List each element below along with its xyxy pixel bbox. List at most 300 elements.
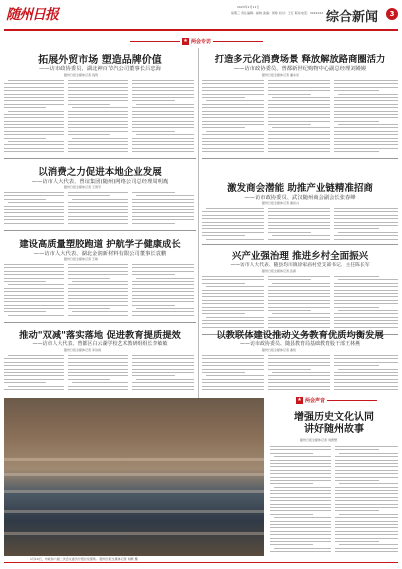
meeting-photo (4, 398, 264, 556)
text-line (8, 284, 64, 285)
text-line (272, 313, 330, 314)
text-line (334, 372, 398, 373)
text-line (202, 117, 264, 118)
text-line (4, 117, 64, 118)
article-3-byline: 随州日报全媒体记者 王建芳 (64, 185, 101, 189)
article-7-byline: 随州日报全媒体记者 李诗雨 (64, 348, 101, 352)
text-line (202, 283, 245, 284)
text-line (4, 90, 64, 91)
text-line (334, 358, 398, 359)
text-line (4, 379, 64, 380)
text-line (335, 510, 379, 511)
text-line (132, 271, 194, 272)
text-line (4, 127, 64, 128)
text-line (334, 90, 379, 91)
text-line (132, 199, 194, 200)
text-line (272, 127, 330, 128)
text-line (4, 311, 46, 312)
text-line (202, 225, 264, 226)
text-line (4, 83, 64, 84)
text-line (334, 365, 379, 366)
text-line (334, 375, 398, 376)
text-line (334, 127, 398, 128)
text-line (335, 477, 398, 478)
text-line (202, 290, 264, 291)
text-line (335, 463, 398, 464)
text-line (132, 219, 194, 220)
text-line (68, 315, 128, 316)
text-line (202, 300, 264, 301)
text-line (270, 473, 331, 474)
text-line (202, 144, 264, 145)
text-line (270, 453, 313, 454)
text-line (202, 386, 264, 387)
text-line (68, 389, 128, 390)
text-line (202, 379, 264, 380)
text-line (202, 293, 264, 294)
text-line (334, 386, 398, 387)
text-line (334, 131, 398, 132)
text-line (335, 487, 398, 488)
text-line (132, 281, 194, 282)
divider (4, 158, 196, 159)
text-line (335, 541, 379, 542)
text-line (68, 375, 128, 376)
text-line (4, 216, 64, 217)
text-line (4, 358, 64, 359)
text-line (4, 305, 64, 306)
text-line (268, 232, 311, 233)
text-line (202, 127, 245, 128)
text-line (202, 372, 245, 373)
text-line (202, 215, 264, 216)
text-line (268, 144, 330, 145)
text-line (206, 375, 264, 376)
text-line (268, 317, 330, 318)
text-line (132, 216, 194, 217)
text-line (334, 100, 398, 101)
text-line (206, 208, 264, 209)
text-line (4, 295, 64, 296)
text-line (270, 551, 331, 552)
text-line (202, 107, 264, 108)
text-line (335, 497, 398, 498)
text-line (270, 500, 331, 501)
text-line (68, 134, 110, 135)
text-line (4, 291, 64, 292)
voice-banner-label: 两会声音 (305, 398, 326, 404)
issue-date: 2023年1月11日 (237, 5, 260, 9)
text-line (132, 355, 194, 356)
text-line (268, 107, 330, 108)
text-line (334, 218, 398, 219)
text-line (4, 138, 46, 139)
article-2-col-1 (202, 80, 264, 156)
text-line (4, 94, 64, 95)
text-line (136, 195, 194, 196)
text-line (72, 199, 128, 200)
text-line (68, 131, 128, 132)
text-line (132, 375, 175, 376)
text-line (334, 362, 398, 363)
article-2-subtitle: ——访市政协委员、曾都新世纪购物中心副总经理刘嫚嫚 (233, 66, 367, 72)
text-line (268, 124, 311, 125)
text-line (206, 317, 264, 318)
article-4-col-1 (202, 208, 264, 242)
footer-rule (4, 562, 398, 563)
text-line (68, 83, 128, 84)
text-line (4, 281, 46, 282)
text-line (132, 298, 194, 299)
article-1-subtitle: ——访市政协委员、湖北神百节汽公司董事长吕忠海 (39, 66, 161, 72)
article-6-byline: 随州日报全媒体记者 张颖 (262, 269, 296, 273)
text-line (268, 208, 330, 209)
text-line (8, 315, 64, 316)
text-line (202, 80, 264, 81)
article-3-col-3 (132, 192, 194, 228)
text-line (68, 271, 128, 272)
text-line (8, 111, 64, 112)
text-line (132, 386, 194, 387)
text-line (268, 148, 330, 149)
text-line (334, 222, 398, 223)
text-line (268, 111, 330, 112)
text-line (4, 362, 64, 363)
text-line (334, 313, 398, 314)
text-line (206, 100, 264, 101)
text-line (334, 134, 398, 135)
text-line (334, 97, 398, 98)
text-line (270, 527, 331, 528)
text-line (68, 121, 128, 122)
text-line (206, 131, 264, 132)
text-line (68, 94, 128, 95)
text-line (268, 279, 311, 280)
text-line (335, 470, 398, 471)
article-5-col-2 (68, 264, 128, 320)
text-line (339, 514, 398, 515)
text-line (268, 369, 311, 370)
text-line (268, 100, 330, 101)
text-line (334, 320, 398, 321)
text-line (270, 538, 331, 539)
text-line (202, 232, 264, 233)
text-line (338, 369, 398, 370)
text-line (268, 358, 330, 359)
text-line (270, 470, 331, 471)
text-line (68, 216, 128, 217)
text-line (4, 301, 64, 302)
text-line (202, 134, 264, 135)
article-2-col-3 (334, 80, 398, 156)
text-line (334, 355, 398, 356)
text-line (202, 97, 245, 98)
text-line (335, 500, 398, 501)
text-line (268, 375, 330, 376)
text-line (4, 151, 64, 152)
article-4-col-2 (268, 208, 330, 242)
text-line (268, 286, 330, 287)
text-line (335, 446, 398, 447)
text-line (334, 323, 398, 324)
text-line (202, 323, 264, 324)
text-line (272, 283, 330, 284)
text-line (8, 202, 64, 203)
text-line (68, 114, 128, 115)
feature-banner-label: 两会专访 (191, 39, 212, 45)
divider (4, 230, 196, 231)
text-line (270, 490, 331, 491)
text-line (268, 80, 330, 81)
text-line (202, 235, 245, 236)
text-line (270, 510, 331, 511)
star-icon: ★ (183, 38, 188, 44)
text-line (68, 223, 128, 224)
text-line (334, 239, 398, 240)
text-line (132, 80, 194, 81)
text-line (338, 94, 398, 95)
text-line (339, 544, 398, 545)
text-line (335, 551, 398, 552)
text-line (4, 365, 64, 366)
text-line (202, 151, 264, 152)
text-line (202, 365, 264, 366)
text-line (68, 358, 128, 359)
text-line (4, 288, 64, 289)
article-6-col-2 (268, 276, 330, 332)
text-line (68, 87, 128, 88)
text-line (334, 138, 398, 139)
text-line (335, 456, 398, 457)
text-line (334, 215, 398, 216)
text-line (68, 151, 128, 152)
text-line (68, 100, 128, 101)
text-line (72, 382, 128, 383)
article-8-title: 以教联体建设推动义务教育优质均衡发展 (216, 330, 384, 341)
text-line (68, 274, 128, 275)
text-line (4, 271, 64, 272)
text-line (202, 218, 264, 219)
text-line (68, 284, 128, 285)
text-line (132, 107, 194, 108)
text-line (202, 83, 264, 84)
text-line (132, 206, 194, 207)
text-line (335, 449, 379, 450)
issue-editor-line: 星期三 责任编辑：崔晓 美编：周艳 校对：王红 联系电话：3222222 (231, 11, 324, 15)
article-1-byline: 随州日报全媒体记者 钱利 (64, 73, 98, 77)
banner-line-right (213, 41, 263, 42)
article-6-col-1 (202, 276, 264, 332)
text-line (132, 223, 175, 224)
masthead-rule (4, 29, 398, 31)
article-8-col-1 (202, 355, 264, 395)
text-line (4, 298, 64, 299)
text-line (334, 117, 398, 118)
text-line (4, 206, 64, 207)
divider (202, 158, 398, 159)
text-line (334, 235, 398, 236)
article-8-byline: 随州日报全媒体记者 谢恒 (262, 348, 296, 352)
text-line (68, 295, 128, 296)
text-line (4, 199, 46, 200)
text-line (335, 548, 398, 549)
text-line (334, 276, 379, 277)
text-line (68, 148, 128, 149)
star-icon: ★ (297, 397, 302, 403)
text-line (202, 320, 264, 321)
text-line (4, 87, 64, 88)
text-line (132, 382, 194, 383)
article-5-subtitle: ——访市人大代表、湖北金润新材料有限公司董事长袁鹏 (33, 251, 167, 257)
text-line (268, 382, 330, 383)
text-line (334, 80, 398, 81)
article-5-col-1 (4, 264, 64, 320)
text-line (268, 307, 330, 308)
text-line (202, 121, 264, 122)
text-line (270, 466, 331, 467)
article-1-title: 拓展外贸市场 塑造品牌价值 (38, 55, 162, 66)
article-8-col-3 (334, 355, 398, 395)
masthead-logo: 随州日报 (6, 7, 58, 23)
text-line (68, 369, 128, 370)
text-line (72, 138, 128, 139)
text-line (132, 121, 194, 122)
text-line (334, 286, 398, 287)
text-line (334, 317, 398, 318)
text-line (274, 548, 331, 549)
text-line (4, 389, 64, 390)
text-line (4, 107, 46, 108)
text-line (132, 87, 194, 88)
text-line (68, 206, 128, 207)
article-2-byline: 随州日报全媒体记者 潘永亮 (262, 73, 299, 77)
text-line (335, 480, 379, 481)
article-9-col-1 (270, 446, 331, 558)
text-line (68, 212, 128, 213)
text-line (132, 274, 175, 275)
article-5-title: 建设高质量塑胶跑道 护航学子健康成长 (19, 239, 181, 250)
text-line (335, 517, 398, 518)
text-line (4, 100, 64, 101)
text-line (4, 131, 64, 132)
text-line (268, 379, 330, 380)
text-line (68, 379, 110, 380)
text-line (68, 192, 128, 193)
text-line (274, 487, 331, 488)
text-line (339, 483, 398, 484)
article-1-col-1 (4, 80, 64, 156)
text-line (68, 97, 128, 98)
text-line (132, 148, 194, 149)
text-line (335, 504, 398, 505)
article-4-title: 激发商会潜能 助推产业链精准招商 (227, 183, 373, 194)
text-line (132, 192, 175, 193)
text-line (68, 209, 128, 210)
text-line (270, 449, 331, 450)
text-line (68, 362, 128, 363)
text-line (270, 493, 331, 494)
text-line (202, 276, 264, 277)
text-line (268, 121, 330, 122)
article-8-subtitle: ——访市政协委员、随县教育局基础教育股干部王林燕 (239, 341, 360, 347)
article-5-byline: 随州日报全媒体记者 王敏 (64, 257, 98, 261)
text-line (72, 281, 128, 282)
text-line (68, 90, 128, 91)
text-line (8, 80, 64, 81)
text-line (132, 94, 194, 95)
text-line (132, 83, 194, 84)
text-line (202, 104, 264, 105)
text-line (206, 286, 264, 287)
divider (4, 322, 196, 323)
text-line (268, 276, 330, 277)
text-line (68, 195, 110, 196)
text-line (334, 225, 398, 226)
article-3-subtitle: ——访市人大代表、曾谊集团(随州)网络公司总经理周明胤 (31, 179, 169, 185)
text-line (68, 288, 128, 289)
text-line (334, 290, 398, 291)
text-line (268, 365, 330, 366)
text-line (132, 311, 194, 312)
text-line (68, 80, 128, 81)
section-title: 综合新闻 (326, 10, 379, 25)
text-line (68, 144, 128, 145)
text-line (270, 477, 331, 478)
article-2-col-2 (268, 80, 330, 156)
article-7-col-1 (4, 355, 64, 395)
text-line (68, 355, 128, 356)
text-line (335, 460, 398, 461)
text-line (270, 497, 331, 498)
text-line (132, 369, 194, 370)
text-line (202, 307, 264, 308)
text-line (270, 544, 313, 545)
text-line (68, 111, 128, 112)
article-2-title: 打造多元化消费场景 释放解放路商圈活力 (214, 54, 386, 65)
text-line (335, 527, 398, 528)
text-line (4, 209, 64, 210)
text-line (132, 90, 194, 91)
text-line (334, 111, 398, 112)
text-line (268, 104, 330, 105)
text-line (202, 382, 264, 383)
text-line (72, 107, 128, 108)
text-line (202, 310, 264, 311)
article-3-title: 以消费之力促进本地企业发展 (38, 167, 162, 178)
text-line (268, 362, 330, 363)
text-line (202, 369, 264, 370)
text-line (132, 372, 194, 373)
text-line (334, 283, 398, 284)
text-line (202, 111, 264, 112)
text-line (68, 202, 128, 203)
text-line (4, 219, 64, 220)
text-line (268, 151, 330, 152)
text-line (132, 301, 194, 302)
text-line (206, 239, 264, 240)
text-line (68, 298, 128, 299)
text-line (270, 460, 331, 461)
text-line (132, 288, 194, 289)
text-line (270, 483, 313, 484)
text-line (202, 358, 264, 359)
text-line (268, 87, 330, 88)
text-line (202, 222, 264, 223)
text-line (338, 310, 398, 311)
text-line (268, 138, 330, 139)
text-line (334, 307, 379, 308)
text-line (268, 239, 330, 240)
